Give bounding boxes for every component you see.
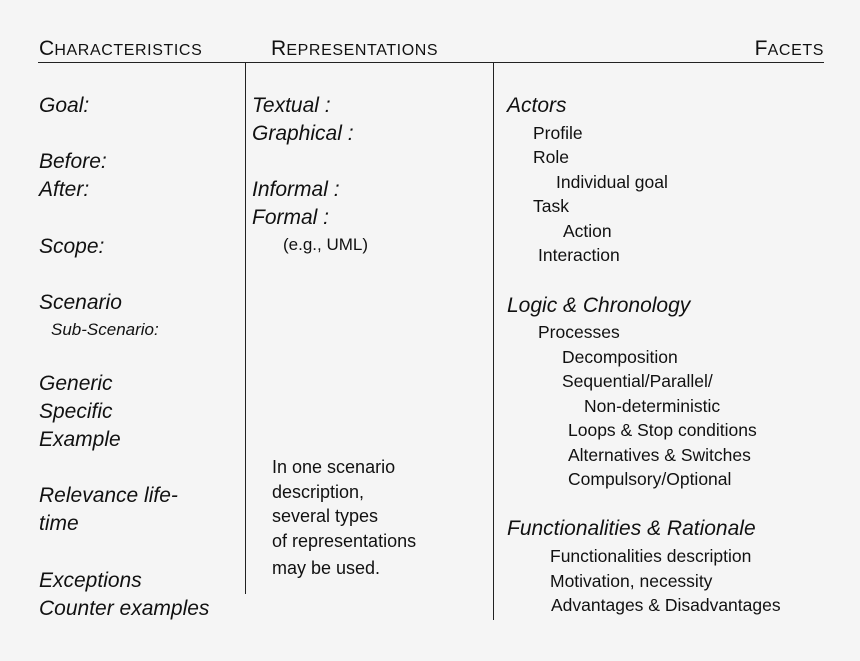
facet-interaction: Interaction bbox=[538, 245, 620, 265]
rep-formal-example: (e.g., UML) bbox=[283, 235, 369, 254]
facet-functionalities-description: Functionalities description bbox=[550, 546, 752, 566]
facet-individual-goal: Individual goal bbox=[556, 172, 668, 192]
char-relevance-line2: time bbox=[39, 512, 79, 535]
char-example: Example bbox=[39, 428, 121, 451]
facet-logic-chronology: Logic & Chronology bbox=[507, 294, 691, 317]
facet-non-deterministic: Non-deterministic bbox=[584, 396, 721, 416]
char-scenario: Scenario bbox=[39, 291, 122, 314]
char-sub-scenario: Sub-Scenario: bbox=[51, 320, 159, 339]
char-after: After: bbox=[39, 178, 90, 201]
facet-decomposition: Decomposition bbox=[562, 347, 678, 367]
header-rule bbox=[38, 62, 824, 63]
facet-task: Task bbox=[533, 196, 569, 216]
rep-informal: Informal : bbox=[252, 178, 340, 201]
rep-note-line: of representations bbox=[272, 530, 417, 551]
facet-action: Action bbox=[563, 221, 612, 241]
facet-functionalities-rationale: Functionalities & Rationale bbox=[507, 517, 756, 540]
facet-processes: Processes bbox=[538, 322, 620, 342]
rep-note-line: may be used. bbox=[272, 558, 381, 578]
rep-graphical: Graphical : bbox=[252, 122, 354, 145]
facet-loops: Loops & Stop conditions bbox=[568, 420, 757, 440]
char-goal: Goal: bbox=[39, 94, 90, 117]
char-relevance-line1: Relevance life- bbox=[39, 484, 178, 507]
rep-note-line: In one scenario bbox=[272, 457, 396, 477]
header-facets: FACETS bbox=[754, 37, 824, 60]
facet-actors: Actors bbox=[507, 94, 567, 117]
rep-note bbox=[272, 455, 462, 581]
facet-alternatives: Alternatives & Switches bbox=[568, 445, 751, 465]
header-characteristics: CHARACTERISTICS bbox=[39, 37, 203, 60]
char-scope: Scope: bbox=[39, 235, 105, 258]
facet-compulsory: Compulsory/Optional bbox=[568, 469, 732, 489]
facet-role: Role bbox=[533, 147, 569, 167]
rep-textual: Textual : bbox=[252, 94, 331, 117]
facet-motivation: Motivation, necessity bbox=[550, 571, 713, 591]
rep-note-line: several types bbox=[272, 506, 379, 526]
header-representations: REPRESENTATIONS bbox=[271, 37, 439, 60]
column-divider-right bbox=[493, 63, 494, 620]
column-divider-left bbox=[245, 63, 246, 594]
char-exceptions: Exceptions bbox=[39, 569, 142, 592]
facet-profile: Profile bbox=[533, 123, 583, 143]
char-specific: Specific bbox=[39, 400, 113, 423]
char-before: Before: bbox=[39, 150, 107, 173]
rep-note-line: description, bbox=[272, 481, 365, 502]
char-generic: Generic bbox=[39, 372, 113, 395]
rep-formal: Formal : bbox=[252, 206, 330, 229]
char-counter-examples: Counter examples bbox=[39, 597, 210, 620]
facet-sequential: Sequential/Parallel/ bbox=[562, 371, 713, 391]
facet-advantages: Advantages & Disadvantages bbox=[551, 595, 781, 615]
